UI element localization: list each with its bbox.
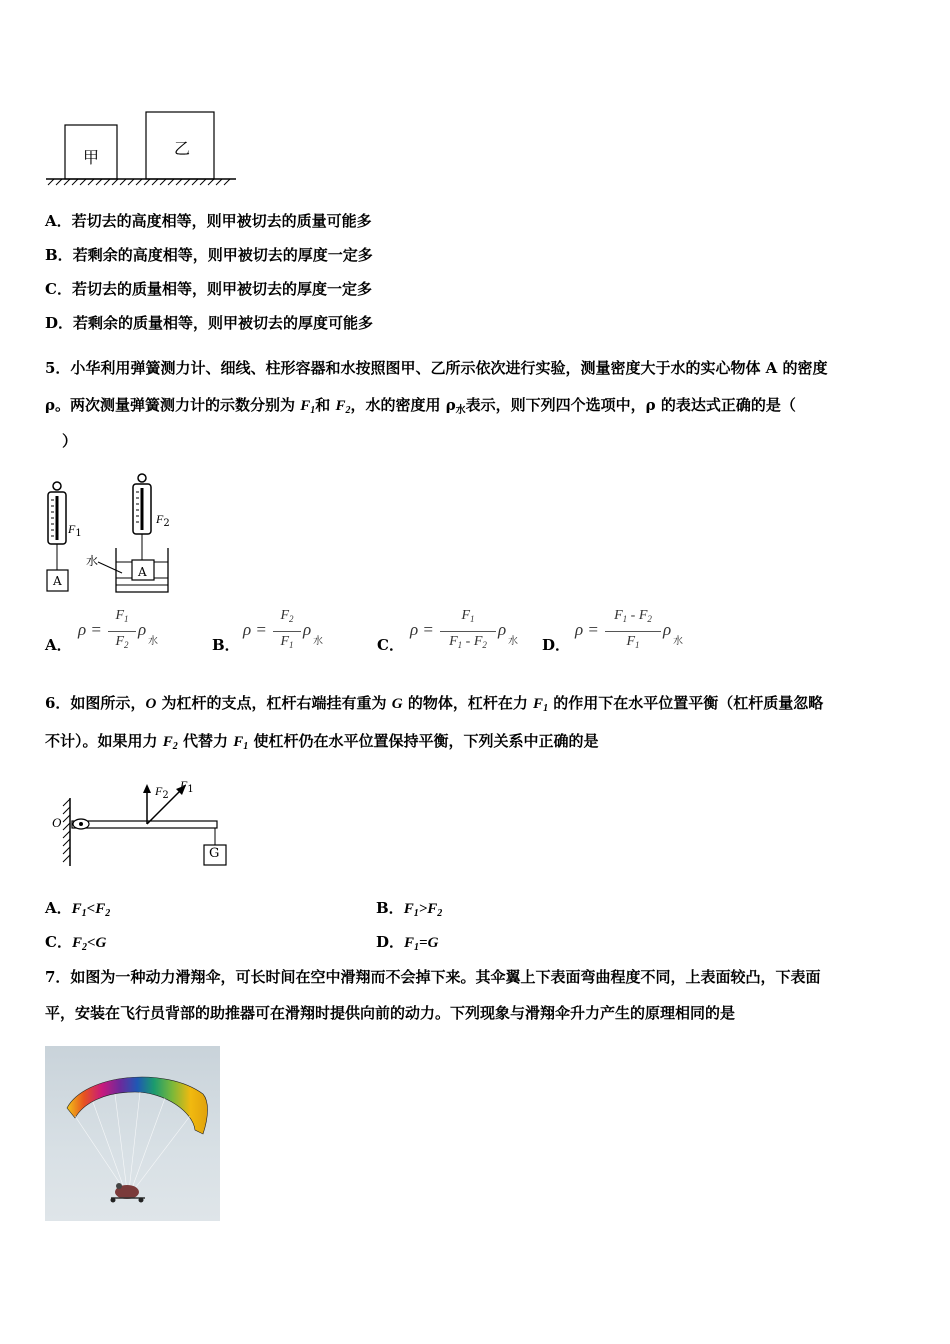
lever-bar [72,821,217,828]
q5-option-c-formula: ρ = $F_1$ $F_1 - F_2$ ρ 水 [410,608,518,650]
lever-f2-label: $F_2$ [155,784,169,801]
q7-stem-line2: 平，安装在飞行员背部的助推器可在滑翔时提供向前的动力。下列现象与滑翔伞升力产生的原理相同的是 [45,1004,736,1022]
f2-arrow [143,784,151,793]
figure-lever [45,770,235,870]
q6-option-c: C．$F_2<G$ [45,933,107,953]
q7-stem-line1: 7．如图为一种动力滑翔伞，可长时间在空中滑翔而不会掉下来。其伞翼上下表面弯曲程度不同，上表面较凸，下表面 [45,968,821,986]
box-yi-label: 乙 [174,139,191,158]
q5-option-a-letter: A． [45,636,72,654]
q6-option-a: A．$F_1<F_2$ [45,899,111,919]
q6-option-d: D．$F_1=G$ [376,933,439,953]
pivot-o-label: O [52,815,62,830]
f1-label: $F_1$ [68,522,82,539]
q5-stem-line3: ） [62,432,78,450]
f2-label: $F_2$ [156,512,170,529]
q6-stem-line1: 6．如图所示，O 为杠杆的支点，杠杆右端挂有重为 G 的物体，杠杆在力 $F_1$ 的作用下在水平位置平衡（杠杆质量忽略 [45,694,824,714]
weight-g-label: G [209,846,220,861]
q4-option-b: B．若剩余的高度相等，则甲被切去的厚度一定多 [45,246,373,264]
q5-stem-line1: 5．小华利用弹簧测力计、细线、柱形容器和水按照图甲、乙所示依次进行实验，测量密度大于水的实心物体 A 的密度 [45,359,828,377]
paraglider-image [45,1046,220,1221]
q5-option-c-letter: C． [377,636,404,654]
lever-f1-label: $F_1$ [180,778,194,795]
q4-option-a: A．若切去的高度相等，则甲被切去的质量可能多 [45,212,372,230]
figure-boxes [40,105,245,190]
q5-option-d-letter: D． [542,636,571,654]
q6-option-b: B．$F_1>F_2$ [376,899,443,919]
pilot [111,1183,146,1203]
block-a-2-label: A [138,565,147,579]
q4-option-c: C．若切去的质量相等，则甲被切去的厚度一定多 [45,280,372,298]
q5-stem-line2: ρ。两次测量弹簧测力计的示数分别为 $F_1$和 $F_2$，水的密度用 $\rho_水$表示，则下列四个选项中，ρ 的表达式正确的是（ [45,396,796,416]
q5-option-d-formula: ρ = $F_1 - F_2$ $F_1$ ρ 水 [575,608,683,650]
block-a-1-label: A [53,574,62,588]
water-label: 水 [86,554,99,568]
box-jia-label: 甲 [83,148,100,167]
q5-option-b-formula: ρ = $F_2$ $F_1$ ρ 水 [243,608,323,650]
q5-option-a-formula: ρ = $F_1$ $F_2$ ρ 水 [78,608,158,650]
q4-option-d: D．若剩余的质量相等，则甲被切去的厚度可能多 [45,314,374,332]
ground-hatch [48,179,230,185]
paraglider-photo [45,1046,220,1221]
q5-option-b-letter: B． [212,636,240,654]
q6-stem-line2: 不计）。如果用力 $F_2$ 代替力 $F_1$ 使杠杆仍在水平位置保持平衡，下列关系中正确的是 [45,732,599,752]
